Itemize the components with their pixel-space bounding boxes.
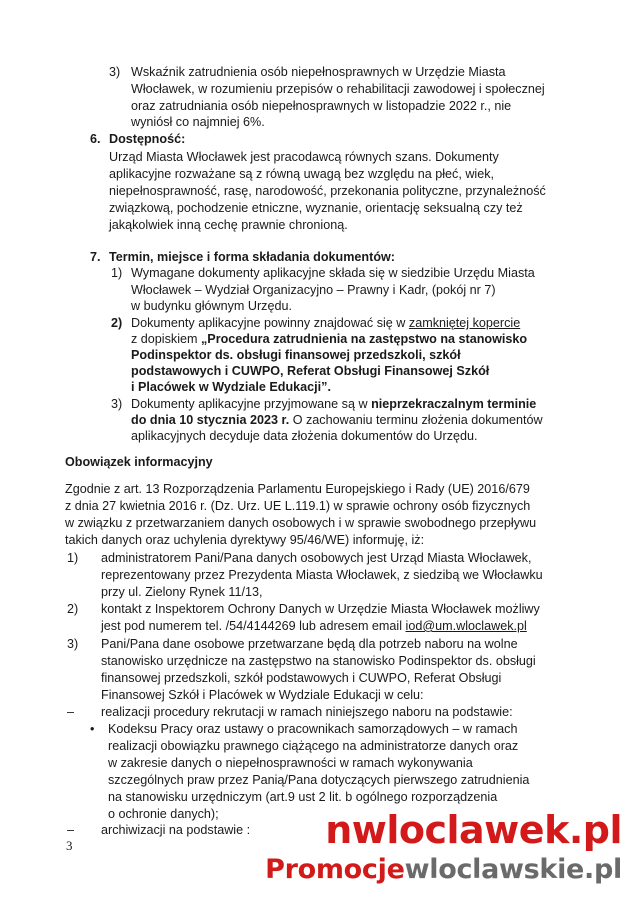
paragraph-line: z dnia 27 kwietnia 2016 r. (Dz. Urz. UE L.119.1) w sprawie ochrony osób fizycznych [65, 499, 531, 513]
paragraph-line: takich danych oraz uchylenia dyrektywy 95/46/WE) informuję, iż: [65, 533, 425, 547]
paragraph-line: Włocławek – Wydział Organizacyjno – Prawny i Kadr, (pokój nr 7) [131, 283, 496, 297]
paragraph-line [131, 412, 543, 428]
text-run: Dokumenty aplikacyjne przyjmowane są w [131, 397, 372, 411]
list-item-number: 2) [67, 602, 79, 616]
bold-line: Podinspektor ds. obsługi finansowej przedszkoli, szkół [131, 348, 461, 362]
watermark-text: wloclawskie.pl [404, 854, 622, 885]
text-run: Dokumenty aplikacyjne powinny znajdować się w [131, 316, 409, 330]
paragraph-line: niepełnosprawność, rasę, narodowość, przekonania polityczne, przynależność [109, 184, 546, 198]
paragraph-line: stanowisko urzędnicze na zastępstwo na stanowisko Podinspektor ds. obsługi [101, 654, 536, 668]
section-number: 6. [90, 132, 101, 146]
bold-text: „Procedura zatrudnienia na zastępstwo na stanowisko [201, 332, 528, 346]
section-heading: Dostępność: [109, 132, 186, 146]
email-link[interactable]: iod@um.wloclawek.pl [405, 619, 527, 633]
bullet-dot: • [90, 722, 95, 736]
watermark-text: Promocje [265, 854, 405, 885]
watermark-text: nwloclawek.pl [325, 808, 622, 852]
watermark-logo [325, 808, 622, 852]
paragraph-line: finansowej przedszkoli, szkół podstawowych i CUWPO, Referat Obsługi [101, 671, 502, 685]
paragraph-line: reprezentowany przez Prezydenta Miasta Włocławek, z siedzibą we Włocławku [101, 568, 543, 582]
bold-text: do dnia 10 stycznia 2023 r. [131, 413, 290, 427]
paragraph-line: przy ul. Zielony Rynek 11/13, [101, 585, 263, 599]
paragraph-line: wyniósł co najmniej 6%. [131, 115, 265, 129]
paragraph-line: administratorem Pani/Pana danych osobowych jest Urząd Miasta Włocławek, [101, 551, 532, 565]
paragraph-line: aplikacyjnych decyduje data złożenia dokumentów do Urzędu. [131, 429, 478, 443]
paragraph-line: jakąkolwiek inną cechę prawnie chronioną. [109, 218, 348, 232]
paragraph-line: realizacji obowiązku prawnego ciążącego na administratorze danych oraz [108, 739, 519, 753]
paragraph-line: o ochronie danych); [108, 807, 219, 821]
list-item-number: 1) [111, 266, 123, 280]
list-item-number: 3) [67, 637, 79, 651]
paragraph-line: aplikacyjne rozważane są z równą uwagą bez względu na płeć, wiek, [109, 167, 495, 181]
paragraph-line: archiwizacji na podstawie : [101, 823, 251, 837]
paragraph-line: w budynku głównym Urzędu. [131, 299, 292, 313]
paragraph-line: Kodeksu Pracy oraz ustawy o pracownikach samorządowych – w ramach [108, 722, 518, 736]
list-item-number: 3) [111, 397, 123, 411]
paragraph-line [131, 315, 520, 331]
list-item-number: 2) [111, 316, 123, 330]
paragraph-line: związkową, pochodzenie etniczne, wyznanie, orientację seksualną czy też [109, 201, 523, 215]
info-heading: Obowiązek informacyjny [65, 455, 213, 469]
paragraph-line: Zgodnie z art. 13 Rozporządzenia Parlamentu Europejskiego i Rady (UE) 2016/679 [65, 482, 530, 496]
bold-line: podstawowych i CUWPO, Referat Obsługi Finansowej Szkół [131, 364, 490, 378]
list-item-number: 1) [67, 551, 79, 565]
text-run: z dopiskiem [131, 332, 201, 346]
text-run: jest pod numerem tel. /54/4144269 lub adresem email [101, 619, 406, 633]
section-heading: Termin, miejsce i forma składania dokumentów: [109, 250, 396, 264]
paragraph-line [131, 331, 527, 347]
underlined-text: zamkniętej kopercie [408, 316, 521, 330]
paragraph-line [131, 396, 536, 412]
paragraph-line: Wymagane dokumenty aplikacyjne składa się w siedzibie Urzędu Miasta [131, 266, 535, 280]
dash-bullet: – [67, 823, 75, 837]
list-item-number: 3) [109, 65, 121, 79]
paragraph-line: w zakresie danych o niepełnosprawności w ramach wykonywania [108, 756, 473, 770]
section-number: 7. [90, 250, 101, 264]
bold-line: i Placówek w Wydziale Edukacji”. [131, 380, 331, 394]
paragraph-line: oraz zatrudniania osób niepełnosprawnych w listopadzie 2022 r., nie [131, 99, 512, 113]
watermark-logo-secondary [265, 854, 622, 885]
paragraph-line: Pani/Pana dane osobowe przetwarzane będą dla potrzeb naboru na wolne [101, 637, 518, 651]
paragraph-line: realizacji procedury rekrutacji w ramach niniejszego naboru na podstawie: [101, 705, 513, 719]
paragraph-line: Wskaźnik zatrudnienia osób niepełnosprawnych w Urzędzie Miasta [131, 65, 506, 79]
paragraph-line: na stanowisku urzędniczym (art.9 ust 2 lit. b ogólnego rozporządzenia [108, 790, 498, 804]
paragraph-line [101, 618, 527, 634]
bold-text: nieprzekraczalnym terminie [371, 397, 537, 411]
paragraph-line: Włocławek, w rozumieniu przepisów o rehabilitacji zawodowej i społecznej [131, 82, 545, 96]
paragraph-line: kontakt z Inspektorem Ochrony Danych w Urzędzie Miasta Włocławek możliwy [101, 602, 540, 616]
paragraph-line: Finansowej Szkół i Placówek w Wydziale Edukacji w celu: [101, 688, 424, 702]
dash-bullet: – [67, 705, 75, 719]
paragraph-line: szczególnych praw przez Panią/Pana dotyczących pierwszego zatrudnienia [108, 773, 530, 787]
page-number: 3 [66, 838, 73, 853]
paragraph-line: w związku z przetwarzaniem danych osobowych i w sprawie swobodnego przepływu [65, 516, 537, 530]
text-run: O zachowaniu terminu złożenia dokumentów [289, 413, 543, 427]
paragraph-line: Urząd Miasta Włocławek jest pracodawcą równych szans. Dokumenty [109, 150, 499, 164]
